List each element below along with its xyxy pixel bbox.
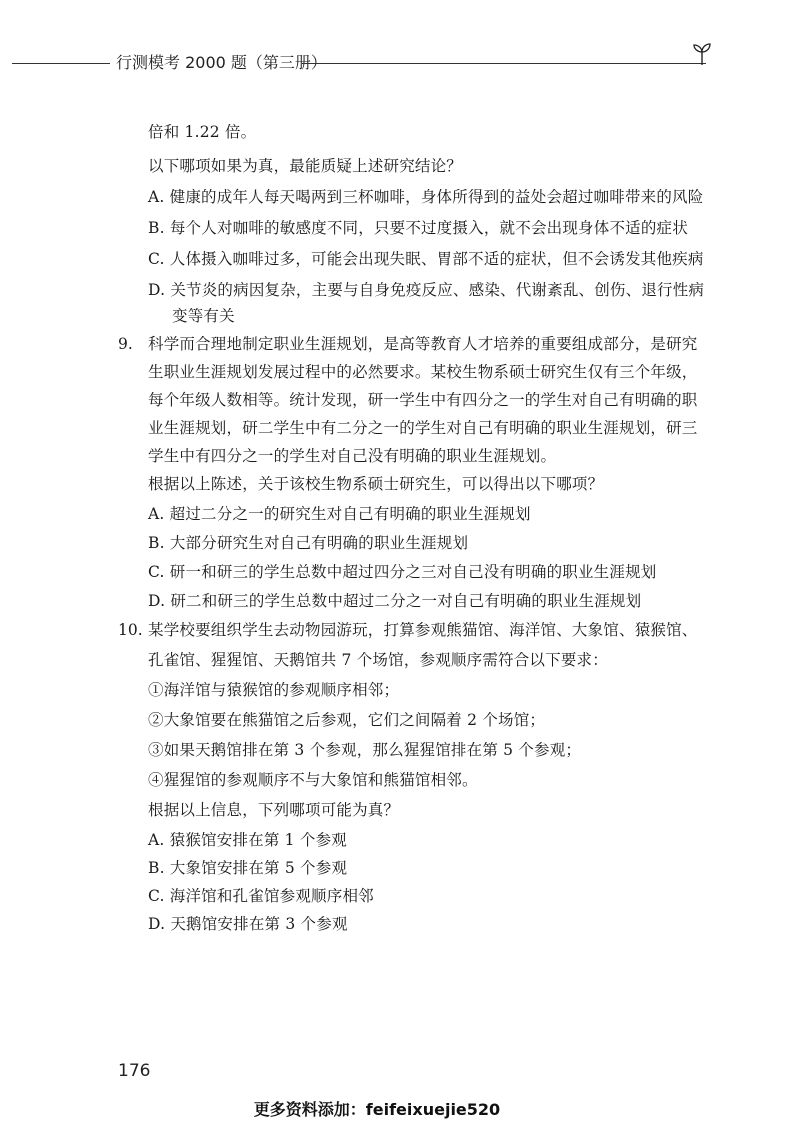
q9-stem-line: 科学而合理地制定职业生涯规划，是高等教育人才培养的重要组成部分，是研究 <box>148 335 698 353</box>
page-number: 176 <box>118 1061 151 1081</box>
q9-option-d: D. 研二和研三的学生总数中超过二分之一对自己有明确的职业生涯规划 <box>148 592 642 610</box>
q8-option-d: D. 关节炎的病因复杂，主要与自身免疫反应、感染、代谢紊乱、创伤、退行性病 <box>148 281 705 299</box>
footer-text: 更多资料添加：feifeixuejie520 <box>253 1100 501 1119</box>
header-title: 行测模考 2000 题（第三册） <box>116 53 327 72</box>
page-header <box>0 47 800 77</box>
q9-stem-line: 生职业生涯规划发展过程中的必然要求。某校生物系硕士研究生仅有三个年级， <box>148 363 698 381</box>
header-rule-left <box>12 63 110 64</box>
q9-question: 根据以上陈述，关于该校生物系硕士研究生，可以得出以下哪项？ <box>148 475 604 493</box>
q10-condition-4: ④猩猩馆的参观顺序不与大象馆和熊猫馆相邻。 <box>148 771 478 789</box>
q10-condition-3: ③如果天鹅馆排在第 3 个参观，那么猩猩馆排在第 5 个参观； <box>148 741 582 759</box>
q8-option-d-cont: 变等有关 <box>172 307 235 325</box>
q10-condition-2: ②大象馆要在熊猫馆之后参观，它们之间隔着 2 个场馆； <box>148 711 546 729</box>
header-rule-right <box>302 63 706 64</box>
footer-note <box>0 1097 800 1120</box>
q9-option-c: C. 研一和研三的学生总数中超过四分之三对自己没有明确的职业生涯规划 <box>148 563 657 581</box>
q10-question: 根据以上信息，下列哪项可能为真？ <box>148 801 400 819</box>
q9-option-b: B. 大部分研究生对自己有明确的职业生涯规划 <box>148 534 469 552</box>
q10-option-a: A. 猿猴馆安排在第 1 个参观 <box>148 831 347 849</box>
q8-option-a: A. 健康的成年人每天喝两到三杯咖啡，身体所得到的益处会超过咖啡带来的风险 <box>148 188 704 206</box>
q10-condition-1: ①海洋馆与猿猴馆的参观顺序相邻； <box>148 681 400 699</box>
q9-stem-line: 每个年级人数相等。统计发现，研一学生中有四分之一的学生对自己有明确的职 <box>148 391 698 409</box>
q10-option-c: C. 海洋馆和孔雀馆参观顺序相邻 <box>148 887 374 905</box>
q10-stem-line: 孔雀馆、猩猩馆、天鹅馆共 7 个场馆，参观顺序需符合以下要求： <box>148 651 608 669</box>
sprout-icon <box>690 41 714 67</box>
q8-option-c: C. 人体摄入咖啡过多，可能会出现失眠、胃部不适的症状，但不会诱发其他疾病 <box>148 250 704 268</box>
q9-stem-line: 业生涯规划，研二学生中有二分之一的学生对自己有明确的职业生涯规划，研三 <box>148 419 698 437</box>
q9-number: 9. <box>118 335 133 353</box>
q10-option-d: D. 天鹅馆安排在第 3 个参观 <box>148 915 348 933</box>
q8-option-b: B. 每个人对咖啡的敏感度不同，只要不过度摄入，就不会出现身体不适的症状 <box>148 219 688 237</box>
q8-question: 以下哪项如果为真，最能质疑上述研究结论？ <box>148 157 463 175</box>
q10-stem-line: 某学校要组织学生去动物园游玩，打算参观熊猫馆、海洋馆、大象馆、猿猴馆、 <box>148 621 698 639</box>
q10-option-b: B. 大象馆安排在第 5 个参观 <box>148 859 348 877</box>
q9-option-a: A. 超过二分之一的研究生对自己有明确的职业生涯规划 <box>148 505 531 523</box>
continued-text: 倍和 1.22 倍。 <box>148 123 257 141</box>
q10-number: 10. <box>118 621 143 639</box>
q9-stem-line: 学生中有四分之一的学生对自己没有明确的职业生涯规划。 <box>148 447 557 465</box>
